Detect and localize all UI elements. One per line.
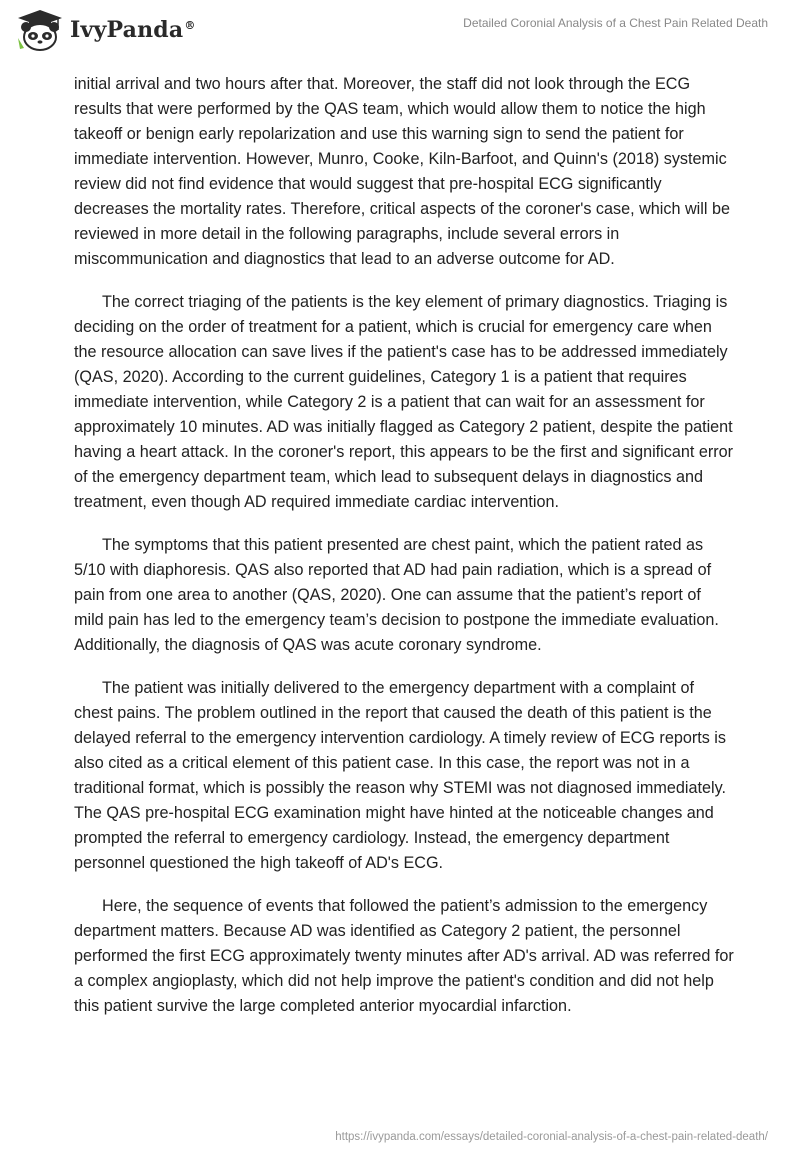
- source-url[interactable]: https://ivypanda.com/essays/detailed-coronial-analysis-of-a-chest-pain-related-death/: [335, 1131, 768, 1143]
- paragraph: initial arrival and two hours after that. Moreover, the staff did not look through the ECG results that were performed by the QAS team, which would allow them to notice the high takeoff or benign early repolarization and use this warning sign to send the patient for immediate intervention. However, Munro, Cooke, Kiln-Barfoot, and Quinn's (2018) systemic review did not find evidence that would suggest that pre-hospital ECG significantly decreases the mortality rates. Therefore, critical aspects of the coroner's case, which will be reviewed in more detail in the following paragraphs, include several errors in miscommunication and diagnostics that lead to an adverse outcome for AD.: [74, 75, 730, 268]
- essay-body: [74, 72, 734, 1037]
- paragraph: The patient was initially delivered to the emergency department with a complaint of chest pains. The problem outlined in the report that caused the death of this patient is the delayed referral to the emergency intervention cardiology. A timely review of ECG reports is also cited as a critical element of this patient case. In this case, the report was not in a traditional format, which is possibly the reason why STEMI was not diagnosed immediately. The QAS pre-hospital ECG examination might have hinted at the noticeable changes and prompted the referral to emergency cardiology. Instead, the emergency department personnel questioned the high takeoff of AD's ECG.: [74, 679, 726, 872]
- paragraph: Here, the sequence of events that followed the patient’s admission to the emergency department matters. Because AD was identified as Category 2 patient, the personnel performed the first ECG approximately twenty minutes after AD's arrival. AD was referred for a complex angioplasty, which did not help improve the patient's condition and did not help this patient survive the large completed anterior myocardial infarction.: [74, 897, 734, 1015]
- document-title: Detailed Coronial Analysis of a Chest Pain Related Death: [463, 16, 768, 30]
- paragraph: The correct triaging of the patients is the key element of primary diagnostics. Triaging is deciding on the order of treatment for a patient, which is crucial for emergency care when the resource allocation can save lives if the patient's case has to be addressed immediately (QAS, 2020). According to the current guidelines, Category 1 is a patient that requires immediate intervention, while Category 2 is a patient that can wait for an assessment for approximately 10 minutes. AD was initially flagged as Category 2 patient, despite the patient having a heart attack. In the coroner's report, this appears to be the first and significant error of the emergency department team, which lead to subsequent delays in diagnostics and treatment, even though AD required immediate cardiac intervention.: [74, 293, 734, 511]
- paragraph: The symptoms that this patient presented are chest paint, which the patient rated as 5/10 with diaphoresis. QAS also reported that AD had pain radiation, which is a spread of pain from one area to another (QAS, 2020). One can assume that the patient’s report of mild pain has led to the emergency team’s decision to postpone the immediate evaluation. Additionally, the diagnosis of QAS was acute coronary syndrome.: [74, 536, 719, 654]
- panda-graduate-icon: [14, 8, 66, 52]
- page-header: [0, 0, 800, 62]
- brand-logo[interactable]: [14, 8, 196, 52]
- brand-name: IvyPanda®: [70, 17, 196, 43]
